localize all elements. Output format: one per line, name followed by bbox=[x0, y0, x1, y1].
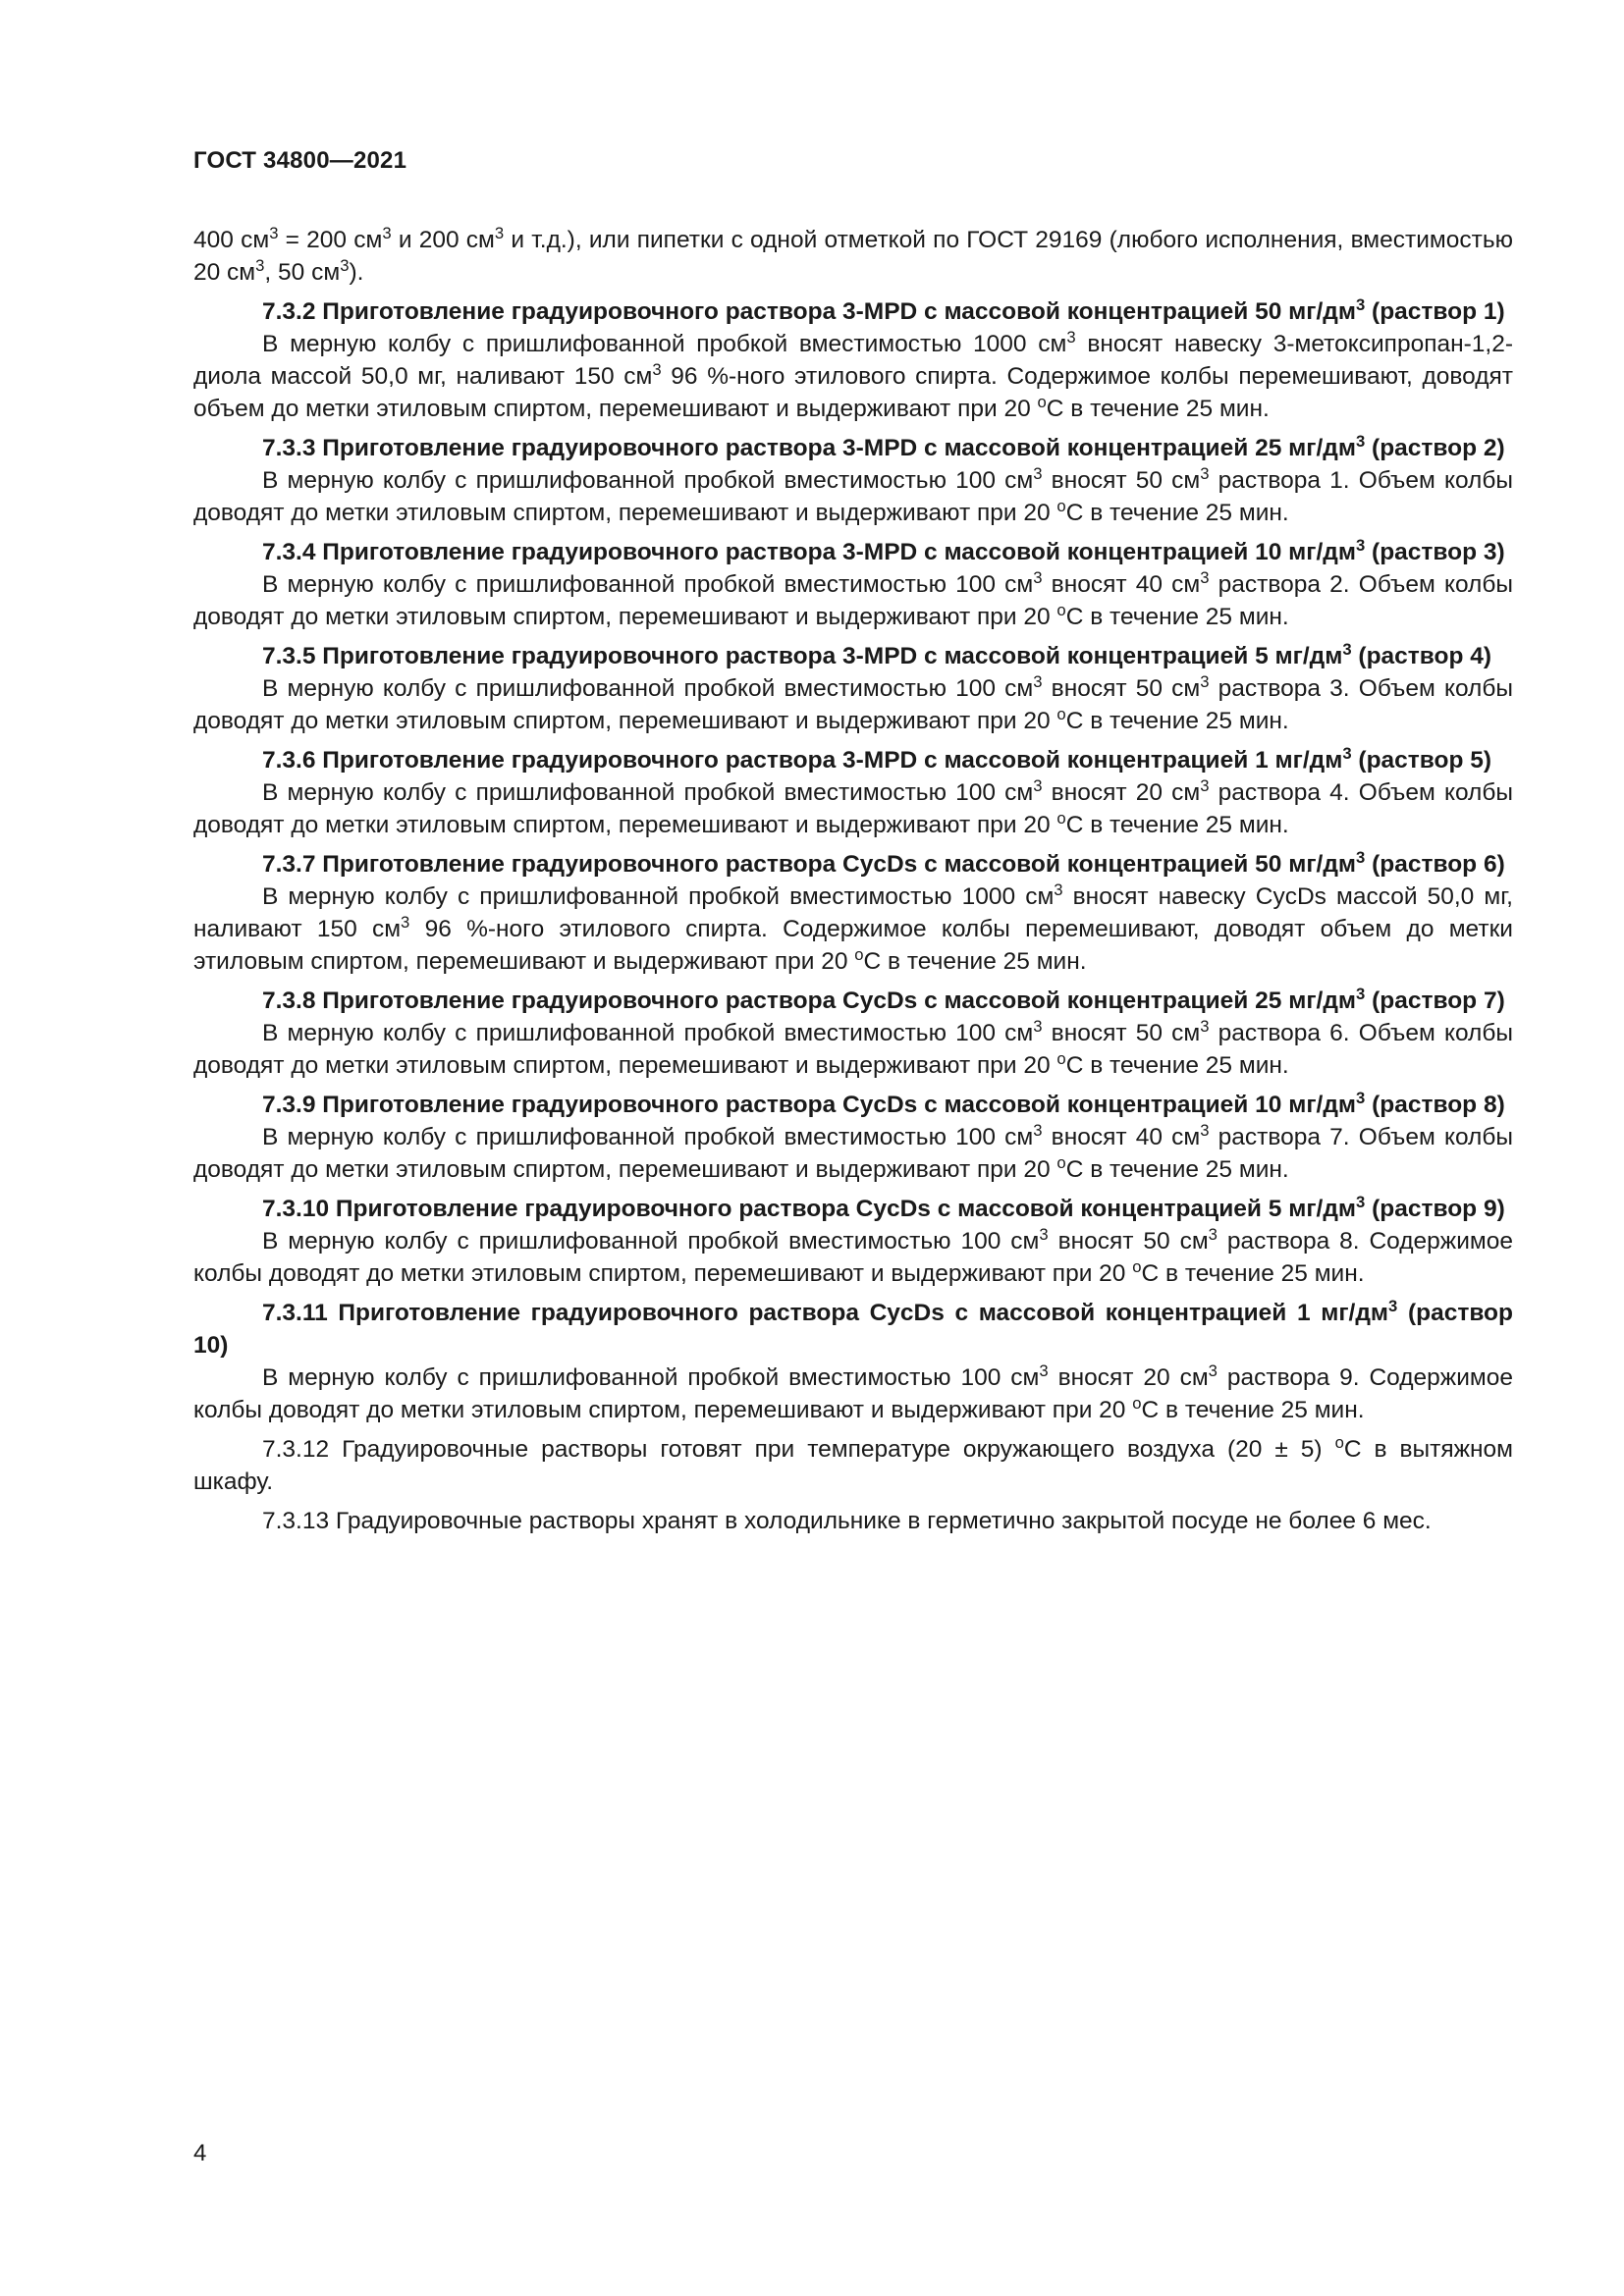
section-heading-7-3-11: 7.3.11 Приготовление градуировочного раствора CycDs с массовой концентрацией 1 $мг/дм^3$ (раствор 10) bbox=[193, 1296, 1513, 1359]
document-body bbox=[193, 224, 1513, 1537]
section-text-7-3-6: В мерную колбу с пришлифованной пробкой вместимостью 100 $см^3$ вносят 20 $см^3$ раствора 4. Объем колбы доводят до метки этиловым спиртом, перемешивают и выдерживают при 20 $^о$С в течение 25 мин. bbox=[193, 775, 1513, 838]
document-header: ГОСТ 34800—2021 bbox=[193, 147, 407, 174]
section-text-7-3-3: В мерную колбу с пришлифованной пробкой вместимостью 100 $см^3$ вносят 50 $см^3$ раствора 1. Объем колбы доводят до метки этиловым спиртом, перемешивают и выдерживают при 20 $^о$С в течение 25 мин. bbox=[193, 463, 1513, 526]
section-heading-7-3-8: 7.3.8 Приготовление градуировочного раствора CycDs с массовой концентрацией 25 $мг/дм^3$ (раствор 7) bbox=[262, 984, 1505, 1014]
section-heading-7-3-10: 7.3.10 Приготовление градуировочного раствора CycDs с массовой концентрацией 5 $мг/дм^3$ (раствор 9) bbox=[262, 1192, 1505, 1222]
paragraph-continuation: 400 $см^3 = 200$ $см^3$ и 200 $см^3$ и т.д.), или пипетки с одной отметкой по ГОСТ 29169 (любого исполнения, вместимостью 20 $см^3$, 50 $см^3$). bbox=[193, 223, 1514, 286]
section-text-7-3-13: 7.3.13 Градуировочные растворы хранят в холодильнике в герметично закрытой посуде не более 6 мес. bbox=[262, 1508, 1432, 1534]
section-heading-7-3-7: 7.3.7 Приготовление градуировочного раствора CycDs с массовой концентрацией 50 $мг/дм^3$ (раствор 6) bbox=[262, 847, 1505, 878]
section-text-7-3-9: В мерную колбу с пришлифованной пробкой вместимостью 100 $см^3$ вносят 40 $см^3$ раствора 7. Объем колбы доводят до метки этиловым спиртом, перемешивают и выдерживают при 20 $^о$С в течение 25 мин. bbox=[193, 1120, 1513, 1183]
section-text-7-3-5: В мерную колбу с пришлифованной пробкой вместимостью 100 $см^3$ вносят 50 $см^3$ раствора 3. Объем колбы доводят до метки этиловым спиртом, перемешивают и выдерживают при 20 $^о$С в течение 25 мин. bbox=[193, 671, 1513, 734]
section-text-7-3-4: В мерную колбу с пришлифованной пробкой вместимостью 100 $см^3$ вносят 40 $см^3$ раствора 2. Объем колбы доводят до метки этиловым спиртом, перемешивают и выдерживают при 20 $^о$С в течение 25 мин. bbox=[193, 567, 1513, 630]
section-heading-7-3-5: 7.3.5 Приготовление градуировочного раствора 3-MPD с массовой концентрацией 5 $мг/дм^3$ (раствор 4) bbox=[262, 639, 1492, 669]
section-heading-7-3-6: 7.3.6 Приготовление градуировочного раствора 3-MPD с массовой концентрацией 1 $мг/дм^3$ (раствор 5) bbox=[262, 743, 1492, 774]
section-text-7-3-8: В мерную колбу с пришлифованной пробкой вместимостью 100 $см^3$ вносят 50 $см^3$ раствора 6. Объем колбы доводят до метки этиловым спиртом, перемешивают и выдерживают при 20 $^о$С в течение 25 мин. bbox=[193, 1016, 1513, 1079]
section-heading-7-3-3: 7.3.3 Приготовление градуировочного раствора 3-MPD с массовой концентрацией 25 $мг/дм^3$ (раствор 2) bbox=[262, 431, 1505, 461]
section-text-7-3-11: В мерную колбу с пришлифованной пробкой вместимостью 100 $см^3$ вносят 20 $см^3$ раствора 9. Содержимое колбы доводят до метки этиловым спиртом, перемешивают и выдерживают при 20 $^о$С в течение 25 мин. bbox=[193, 1361, 1513, 1423]
section-text-7-3-10: В мерную колбу с пришлифованной пробкой вместимостью 100 $см^3$ вносят 50 $см^3$ раствора 8. Содержимое колбы доводят до метки этиловым спиртом, перемешивают и выдерживают при 20 $^о$С в течение 25 мин. bbox=[193, 1224, 1513, 1287]
section-text-7-3-2: В мерную колбу с пришлифованной пробкой вместимостью 1000 $см^3$ вносят навеску 3-метоксипропан-1,2-диола массой 50,0 мг, наливают 150 $см^3$ 96 %-ного этилового спирта. Содержимое колбы перемешивают, доводят объем до метки этиловым спиртом, перемешивают и выдерживают при 20 $^о$С в течение 25 мин. bbox=[193, 327, 1513, 422]
section-text-7-3-12: 7.3.12 Градуировочные растворы готовят при температуре окружающего воздуха (20 ± 5) $^о$С в вытяжном шкафу. bbox=[193, 1432, 1514, 1495]
section-heading-7-3-2: 7.3.2 Приготовление градуировочного раствора 3-MPD с массовой концентрацией 50 $мг/дм^3$ (раствор 1) bbox=[262, 294, 1505, 325]
section-heading-7-3-4: 7.3.4 Приготовление градуировочного раствора 3-MPD с массовой концентрацией 10 $мг/дм^3$ (раствор 3) bbox=[262, 535, 1505, 565]
section-text-7-3-7: В мерную колбу с пришлифованной пробкой вместимостью 1000 $см^3$ вносят навеску CycDs массой 50,0 мг, наливают 150 $см^3$ 96 %-ного этилового спирта. Содержимое колбы перемешивают, доводят объем до метки этиловым спиртом, перемешивают и выдерживают при 20 $^о$С в течение 25 мин. bbox=[193, 880, 1513, 975]
section-heading-7-3-9: 7.3.9 Приготовление градуировочного раствора CycDs с массовой концентрацией 10 $мг/дм^3$ (раствор 8) bbox=[262, 1088, 1505, 1118]
page-number: 4 bbox=[193, 2140, 207, 2166]
